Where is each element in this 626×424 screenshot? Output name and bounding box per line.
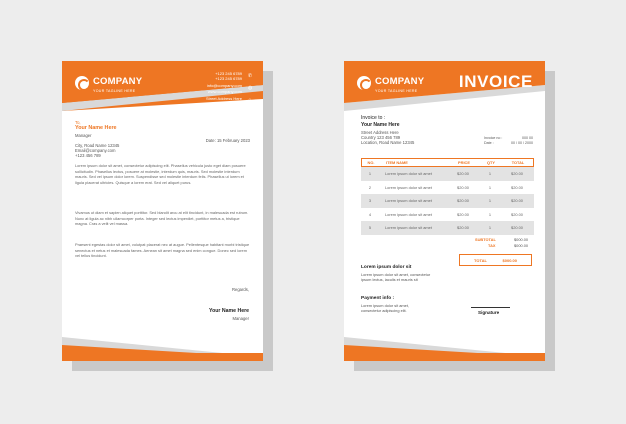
table-cell: Lorem ipsum dolor sit amet: [385, 198, 432, 204]
tax-label: TAX: [488, 243, 496, 248]
invoice-table-header: [361, 158, 534, 167]
notes-heading: Lorem ipsum dolor sit: [361, 265, 412, 270]
total-value: $000.00: [502, 257, 517, 263]
table-cell: $20.00: [511, 211, 523, 217]
table-cell: 1: [488, 225, 492, 231]
client-line-2: Country 123 456 789: [361, 135, 401, 140]
letterhead-contact: [206, 71, 253, 108]
company-tagline: YOUR TAGLINE HERE: [93, 89, 136, 93]
total-box: [459, 254, 532, 266]
tax-value: $000.00: [514, 243, 529, 248]
table-cell: $20.00: [511, 198, 523, 204]
contact-text: [206, 96, 242, 107]
address-line-3: +123 456 789: [75, 153, 101, 158]
letter-date: Date: 15 February 2023: [205, 138, 250, 143]
table-row: [361, 167, 534, 181]
letterhead-page: [62, 61, 263, 361]
col-item: ITEM NAME: [386, 160, 408, 165]
table-cell: $20.00: [457, 211, 469, 217]
invoice-no-label: Invoice no :: [484, 136, 503, 140]
company-logo-icon: [75, 76, 89, 90]
client-name: Your Name Here: [361, 122, 400, 128]
table-cell: $20.00: [511, 171, 523, 177]
invoice-no-value: 000 00: [522, 136, 533, 140]
contact-row: [206, 96, 253, 107]
invoice-table-body: [361, 167, 534, 235]
invoice-title: INVOICE: [458, 72, 533, 91]
invoice-date-value: 00 / 00 / 2000: [511, 141, 533, 145]
table-row: [361, 208, 534, 222]
table-cell: $20.00: [511, 225, 523, 231]
table-cell: 5: [368, 225, 372, 231]
table-cell: $20.00: [457, 225, 469, 231]
contact-line: +123 245 6789: [215, 76, 242, 82]
invoice-logo: [357, 71, 424, 94]
signer-name: Your Name Here: [209, 308, 249, 314]
home-icon: ⌂: [248, 97, 252, 104]
table-cell: Lorem ipsum dolor sit amet: [385, 211, 432, 217]
notes-line-2: ipsum lectus, iaculis et mauris sit: [361, 277, 418, 282]
contact-row: [206, 83, 253, 94]
table-cell: 4: [368, 211, 372, 217]
invoice-footer-band: [344, 331, 545, 361]
phone-icon: ✆: [247, 72, 253, 79]
table-row: [361, 194, 534, 208]
table-cell: 3: [368, 198, 372, 204]
table-cell: 1: [488, 171, 492, 177]
table-row: [361, 221, 534, 235]
notes-line-1: Lorem ipsum dolor sit amet, consectetur: [361, 272, 431, 277]
table-cell: $20.00: [457, 198, 469, 204]
contact-line: info@company.com: [206, 83, 242, 89]
table-cell: 2: [368, 184, 372, 190]
letter-paragraph-2: Vivamus ut diam et sapien aliquet porttitor. Sed blandit arcu at elit tincidunt, in malesuada est rutrum. Nunc at ligula ac nibh ullamcorper porta. Integer sed lectus imperdiet, porttitor metus a, tristique magna. Cras a velit vel massa.: [75, 210, 249, 227]
signature-label: Signature: [478, 310, 500, 315]
table-cell: $20.00: [457, 171, 469, 177]
table-cell: Lorem ipsum dolor sit amet: [385, 171, 432, 177]
recipient-name: Your Name Here: [75, 125, 117, 131]
total-label: TOTAL: [474, 257, 487, 263]
invoice-to-label: Invoice to :: [361, 115, 386, 121]
contact-row: [206, 71, 253, 82]
col-price: PRICE: [458, 160, 470, 165]
table-cell: Lorem ipsum dolor sit amet: [385, 225, 432, 231]
globe-icon: ◍: [247, 85, 253, 92]
letter-paragraph-3: Praesent egestas dolor sit amet, volutpat placerat nec at augue. Pellentesque habitant morbi tristique senectus et netus et malesuada fames. Aenean sit amet magna sed enim congue. Donec sed lorem vel tellus tincidunt.: [75, 242, 250, 259]
client-line-3: Location, Road Name 12345: [361, 140, 415, 145]
contact-line: Country 123456789: [206, 101, 242, 107]
to-label: To,: [75, 120, 81, 125]
company-name: COMPANY: [375, 76, 425, 87]
subtotal-value: $000.00: [514, 237, 529, 242]
contact-text: [215, 71, 242, 82]
payment-line-1: Lorem ipsum dolor sit amet,: [361, 303, 410, 308]
table-row: [361, 181, 534, 195]
table-cell: 1: [488, 198, 492, 204]
contact-line: Street Address Here: [205, 95, 242, 101]
company-logo-icon: [357, 76, 371, 90]
letterhead-logo: [75, 71, 142, 94]
payment-line-2: consectetur adipiscing elit.: [361, 308, 407, 313]
payment-heading: Payment info :: [361, 296, 395, 301]
table-cell: $20.00: [457, 184, 469, 190]
client-line-1: Street Address Here: [361, 130, 399, 135]
table-cell: 1: [488, 211, 492, 217]
table-cell: Lorem ipsum dolor sit amet: [385, 184, 432, 190]
invoice-date-label: Date :: [484, 141, 494, 145]
table-cell: 1: [368, 171, 372, 177]
company-tagline: YOUR TAGLINE HERE: [375, 89, 418, 93]
table-cell: $20.00: [511, 184, 523, 190]
contact-line: www.company.com: [207, 88, 242, 94]
letter-regards: Regards,: [232, 287, 249, 292]
letterhead-footer-band: [62, 331, 263, 361]
letter-paragraph-1: Lorem ipsum dolor sit amet, consectetur adipiscing elit. Phasellus vehicula justo eget diam posuere sollicitudin. Phasellus lectus, posuere at molestie, interdum quis, mauris. Sed molestie interdum mauris. Sed vel ipsum dolor lorem. Suspendisse sed molestie interdum felis. Phasellus ut lorem et ligula placerat ultricies. Quisque a lorem erat. Sed vel aliquet purus.: [75, 163, 246, 185]
contact-line: +123 245 6789: [215, 71, 242, 76]
signature-line: [471, 307, 510, 308]
address-line-2: Email@company.com: [75, 148, 116, 153]
address-line-1: City, Road Name 12345: [75, 143, 120, 148]
col-no: NO.: [367, 160, 375, 165]
subtotal-label: SUBTOTAL: [475, 237, 496, 242]
col-total: TOTAL: [511, 160, 525, 165]
invoice-table: [361, 158, 534, 235]
col-qty: QTY: [487, 160, 495, 165]
signer-role: Manager: [232, 316, 249, 321]
table-cell: 1: [488, 184, 492, 190]
invoice-page: [344, 61, 545, 361]
recipient-role: Manager: [75, 133, 92, 138]
contact-text: [207, 83, 242, 94]
company-name: COMPANY: [93, 76, 143, 87]
